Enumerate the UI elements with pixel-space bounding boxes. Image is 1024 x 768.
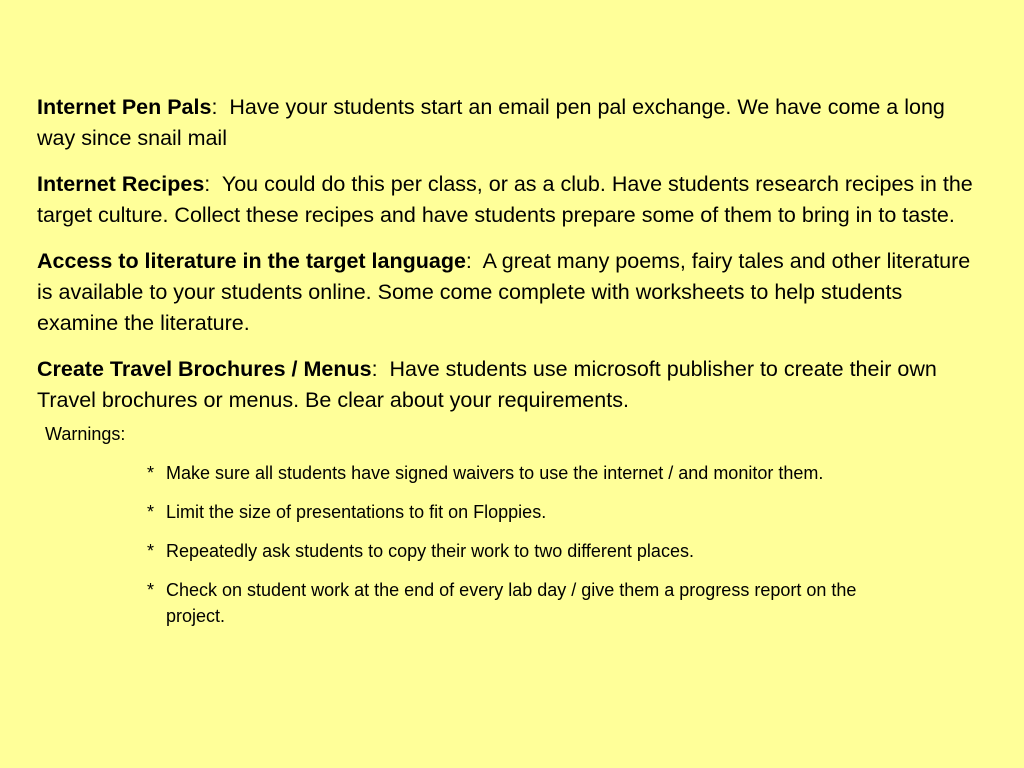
warning-text: Repeatedly ask students to copy their work to two different places. [166,541,694,561]
warning-text: Limit the size of presentations to fit on Floppies. [166,502,547,522]
item-title: Internet Recipes [37,172,205,196]
item-title: Access to literature in the target language [37,249,466,273]
item-separator: : [211,95,230,119]
item-separator: : [465,249,483,273]
bullet-star: * [147,541,155,561]
bullet-star: * [147,502,155,522]
slide-content [37,92,987,642]
item-title: Create Travel Brochures / Menus [37,357,372,381]
warning-text: Make sure all students have signed waivers to use the internet / and monitor them. [166,463,824,483]
item-title: Internet Pen Pals [37,95,212,119]
warnings-heading: Warnings: [45,424,126,444]
item-internet-pen-pals [37,92,987,154]
warning-item [147,460,896,486]
warning-item [147,577,896,629]
bullet-star: * [147,463,155,483]
item-text: A great many poems, fairy tales and other literature is available to your students online. Some come complete with worksheets to help students examine the literature. [37,249,971,335]
item-internet-recipes [37,169,987,231]
item-text: You could do this per class, or as a club. Have students research recipes in the target culture. Collect these recipes and have students prepare some of them to bring in to taste. [37,172,973,227]
bullet-star: * [147,580,155,600]
warning-item [147,499,896,525]
item-separator: : [204,172,222,196]
item-access-to-literature [37,246,987,339]
item-text: Have your students start an email pen pal exchange. We have come a long way since snail mail [37,95,945,150]
item-text: Have students use microsoft publisher to create their own Travel brochures or menus. Be clear about your requirements. [37,357,937,412]
item-separator: : [371,357,390,381]
warning-item [147,538,896,564]
warning-text: Check on student work at the end of every lab day / give them a progress report on the project. [166,580,857,626]
item-travel-brochures [37,354,987,416]
